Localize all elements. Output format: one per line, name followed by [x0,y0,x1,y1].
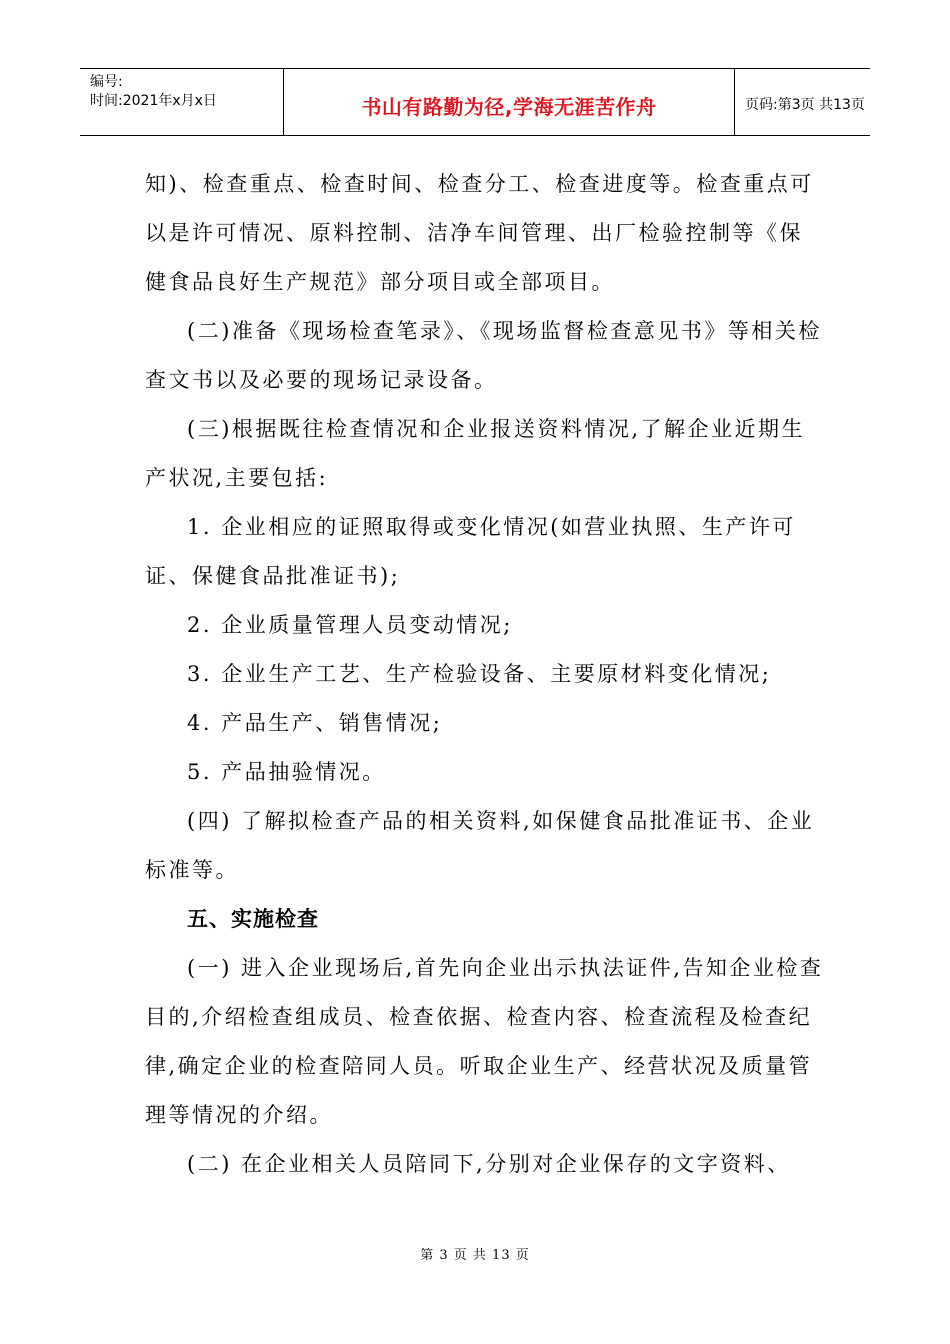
document-number-label: 编号: [90,74,123,90]
paragraph: (三)根据既往检查情况和企业报送资料情况,了解企业近期生产状况,主要包括: [145,417,806,490]
paragraph: (四) 了解拟检查产品的相关资料,如保健食品批准证书、企业标准等。 [145,809,815,882]
section-heading: 五、实施检查 [187,907,319,931]
page-footer: 第 3 页 共 13 页 [420,1248,530,1263]
header-meta [80,69,284,135]
paragraph: (二)准备《现场检查笔录》、《现场监督检查意见书》等相关检查文书以及必要的现场记录设备。 [145,319,822,392]
paragraph: (一) 进入企业现场后,首先向企业出示执法证件,告知企业检查目的,介绍检查组成员、检查依据、检查内容、检查流程及检查纪律,确定企业的检查陪同人员。听取企业生产、经营状况及质量管理等情况的介绍。 [145,956,824,1127]
document-date: 时间:2021年x月x日 [90,93,217,109]
list-item: 1. 企业相应的证照取得或变化情况(如营业执照、生产许可证、保健食品批准证书); [145,515,796,588]
header-motto-cell [284,69,735,135]
header-page-info: 页码:第3页 共13页 [745,97,865,113]
document-body [145,160,825,1189]
list-item: 3. 企业生产工艺、生产检验设备、主要原材料变化情况; [187,662,772,686]
header-motto: 书山有路勤为径,学海无涯苦作舟 [361,94,657,119]
list-item: 2. 企业质量管理人员变动情况; [187,613,513,637]
list-item: 4. 产品生产、销售情况; [187,711,443,735]
list-item: 5. 产品抽验情况。 [187,760,386,784]
paragraph: 知)、检查重点、检查时间、检查分工、检查进度等。检查重点可以是许可情况、原料控制、洁净车间管理、出厂检验控制等《保健食品良好生产规范》部分项目或全部项目。 [145,172,814,294]
page-header [80,68,870,136]
paragraph: (二) 在企业相关人员陪同下,分别对企业保存的文字资料、 [187,1152,791,1176]
